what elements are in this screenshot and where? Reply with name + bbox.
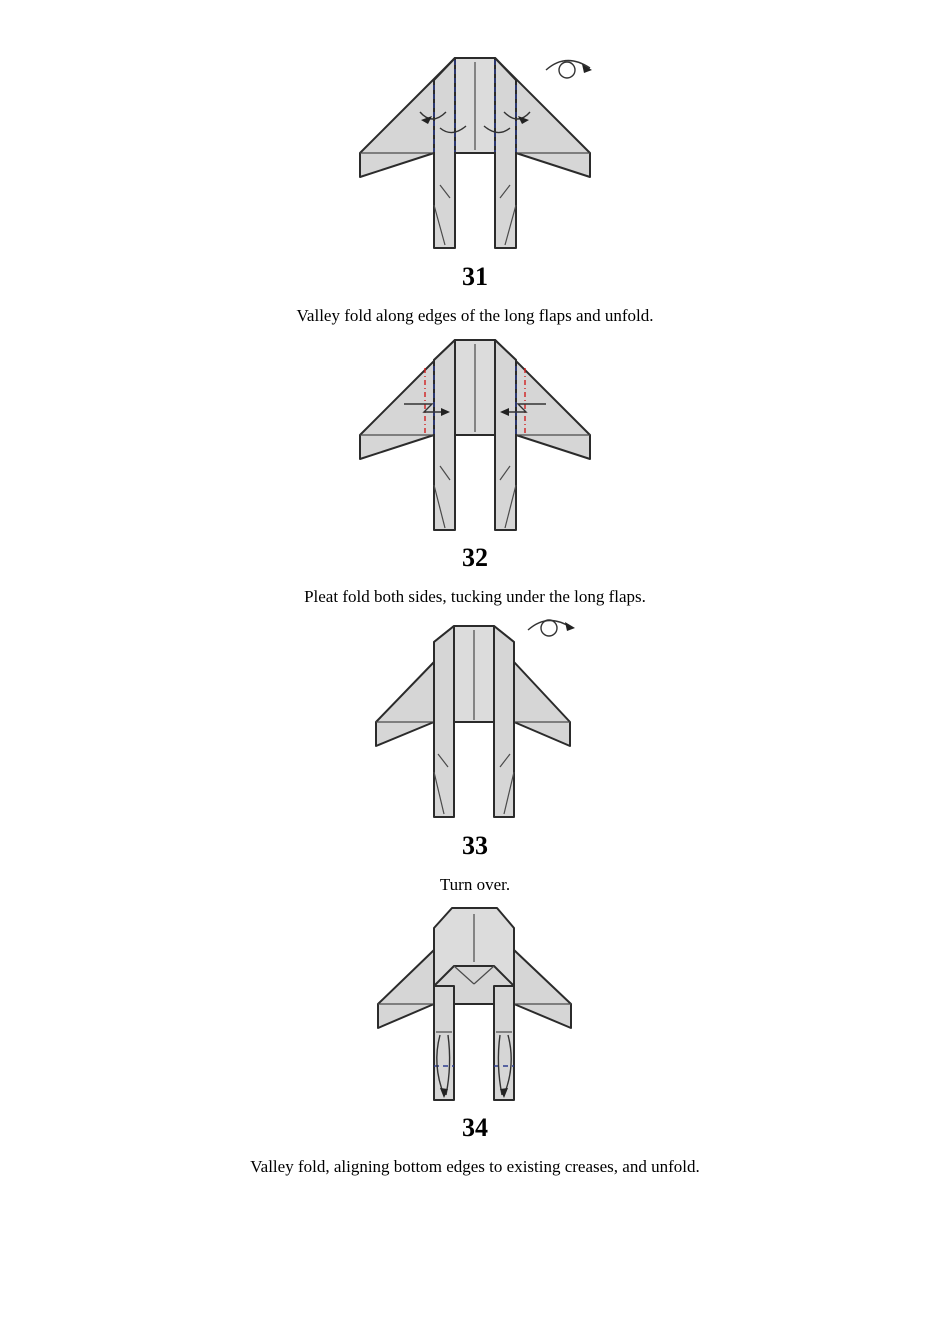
- right-long-flap: [494, 626, 514, 817]
- left-long-flap: [434, 340, 455, 530]
- step-caption: Pleat fold both sides, tucking under the long flaps.: [304, 587, 646, 606]
- step-number: 33: [462, 831, 488, 860]
- right-wing: [514, 662, 570, 746]
- origami-diagram-31: [0, 40, 950, 260]
- step-caption: Turn over.: [439, 875, 511, 894]
- left-long-flap: [434, 626, 454, 817]
- right-long-flap: [495, 58, 516, 248]
- step-number: 34: [462, 1113, 488, 1142]
- origami-diagram-32: [0, 330, 950, 540]
- step-number: 32: [462, 543, 488, 572]
- left-long-flap: [434, 58, 455, 248]
- right-long-flap: [494, 986, 514, 1100]
- left-wing: [378, 950, 434, 1028]
- origami-diagram-33: [0, 612, 950, 827]
- left-wing: [376, 662, 434, 746]
- step-33-diagram: [0, 612, 950, 827]
- step-34-diagram: [0, 900, 950, 1110]
- step-31-diagram: [0, 40, 950, 260]
- step-caption: Valley fold along edges of the long flaps and unfold.: [296, 306, 654, 325]
- origami-diagram-34: [0, 900, 950, 1110]
- step-number: 31: [462, 262, 488, 291]
- turn-over-arrow-icon: [546, 60, 592, 78]
- right-long-flap: [495, 340, 516, 530]
- right-wing: [514, 950, 571, 1028]
- turn-over-arrow-icon: [528, 620, 575, 636]
- step-caption: Valley fold, aligning bottom edges to existing creases, and unfold.: [250, 1157, 700, 1176]
- step-32-diagram: [0, 330, 950, 540]
- left-long-flap: [434, 986, 454, 1100]
